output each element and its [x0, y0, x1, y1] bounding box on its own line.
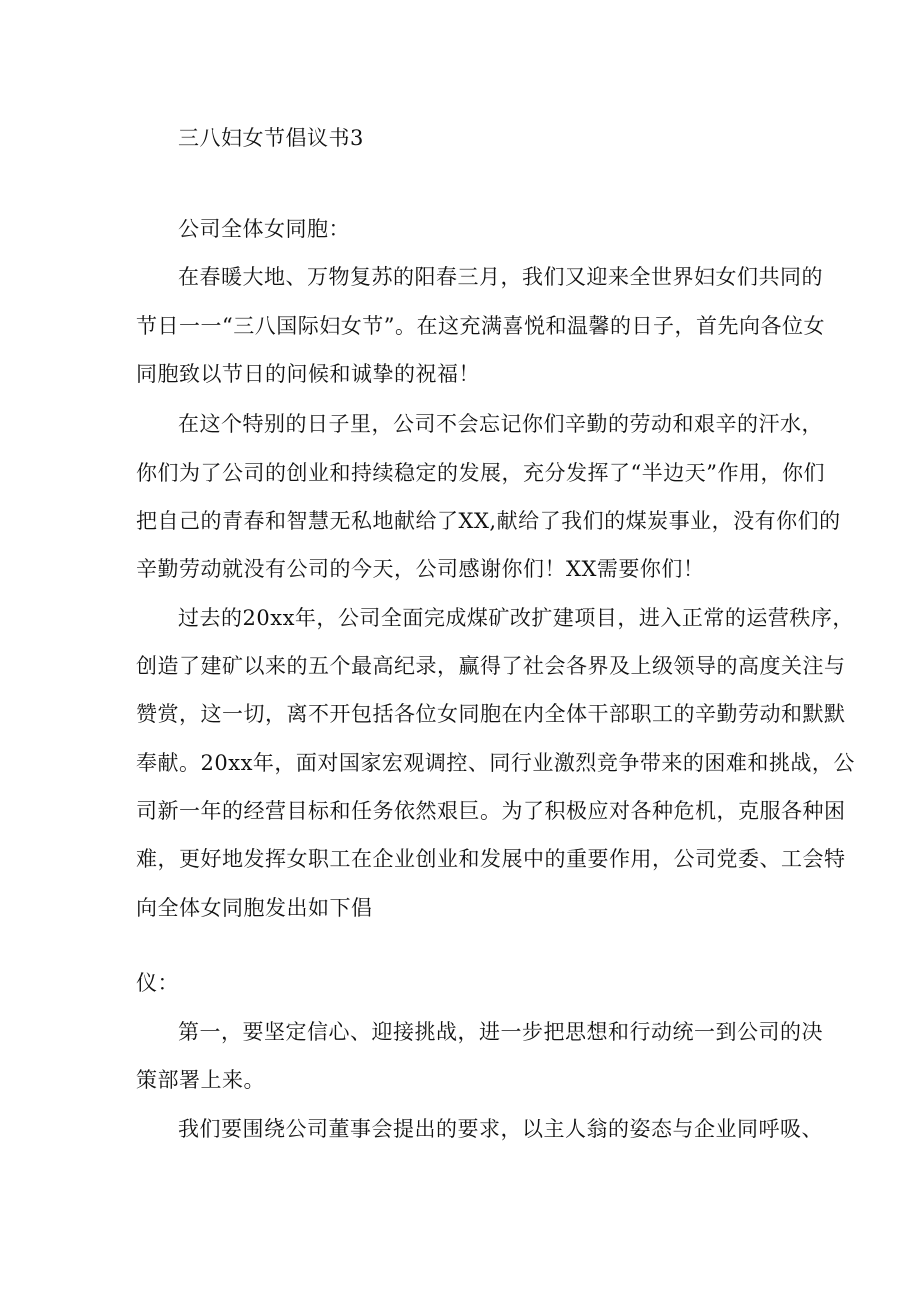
text-line: 同胞致以节日的问候和诚挚的祝福！	[136, 362, 480, 386]
text-line: 奉献。20xx年，面对国家宏观调控、同行业激烈竞争带来的困难和挑战，公	[136, 751, 855, 775]
text-line: 你们为了公司的创业和持续稳定的发展，充分发挥了“半边天”作用，你们	[136, 461, 825, 485]
text-line: 难，更好地发挥女职工在企业创业和发展中的重要作用，公司党委、工会特	[136, 847, 846, 871]
text-line: 第一，要坚定信心、迎接挑战，进一步把思想和行动统一到公司的决	[178, 1020, 823, 1044]
text-line: 辛勤劳动就没有公司的今天，公司感谢你们！XX需要你们！	[136, 557, 705, 581]
text-line: 把自己的青春和智慧无私地献给了XX,献给了我们的煤炭事业，没有你们的	[136, 509, 841, 533]
document-title: 三八妇女节倡议书3	[178, 126, 364, 150]
text-line: 向全体女同胞发出如下倡	[136, 896, 373, 920]
text-line: 我们要围绕公司董事会提出的要求，以主人翁的姿态与企业同呼吸、	[178, 1117, 823, 1141]
text-line: 节日一一“三八国际妇女节”。在这充满喜悦和温馨的日子，首先向各位女	[136, 314, 825, 338]
text-line: 过去的20xx年，公司全面完成煤矿改扩建项目，进入正常的运营秩序，	[178, 606, 854, 630]
text-line: 在这个特别的日子里，公司不会忘记你们辛勤的劳动和艰辛的汗水，	[178, 412, 823, 436]
text-line: 创造了建矿以来的五个最高纪录，赢得了社会各界及上级领导的高度关注与	[136, 654, 846, 678]
text-line: 仪：	[136, 971, 179, 995]
text-line: 策部署上来。	[136, 1068, 265, 1092]
text-line: 赞赏，这一切，离不开包括各位女同胞在内全体干部职工的辛勤劳动和默默	[136, 702, 846, 726]
text-line: 在春暖大地、万物复苏的阳春三月，我们又迎来全世界妇女们共同的	[178, 265, 823, 289]
salutation: 公司全体女同胞：	[178, 217, 350, 241]
text-line: 司新一年的经营目标和任务依然艰巨。为了积极应对各种危机，克服各种困	[136, 799, 846, 823]
